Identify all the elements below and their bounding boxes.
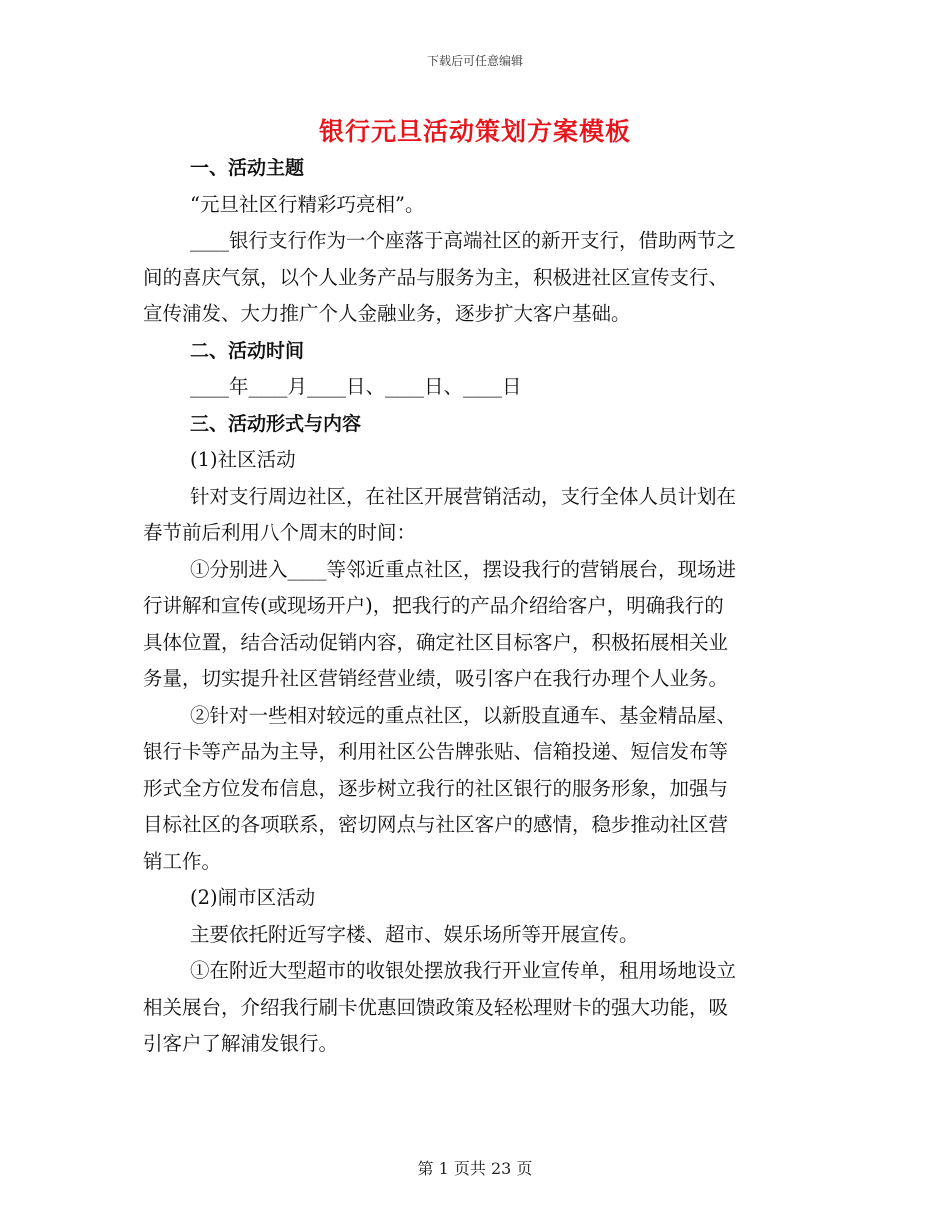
paragraph-line: 目标社区的各项联系，密切网点与社区客户的感情，稳步推动社区营 xyxy=(143,813,729,836)
paragraph-line: 形式全方位发布信息，逐步树立我行的社区银行的服务形象，加强与 xyxy=(143,776,729,800)
paragraph-line: 行讲解和宣传(或现场开户)，把我行的产品介绍给客户，明确我行的 xyxy=(143,594,724,617)
section-heading: 一、活动主题 xyxy=(190,157,305,179)
paragraph-line: 春节前后利用八个周末的时间： xyxy=(143,521,417,544)
page-footer: 第 1 页共 23 页 xyxy=(417,1159,533,1178)
paragraph-line: ②针对一些相对较远的重点社区，以新股直通车、基金精品屋、 xyxy=(190,703,737,727)
paragraph-line: 间的喜庆气氛，以个人业务产品与服务为主，积极进社区宣传支行、 xyxy=(143,265,729,289)
paragraph-line: 主要依托附近写字楼、超市、娱乐场所等开展宣传。 xyxy=(190,922,639,946)
paragraph-line: ____年____月____日、____日、____日 xyxy=(190,375,522,398)
paragraph-line: 销工作。 xyxy=(143,849,222,873)
page-header: 下载后可任意编辑 xyxy=(426,54,523,68)
paragraph-line: 宣传浦发、大力推广个人金融业务，逐步扩大客户基础。 xyxy=(143,302,631,325)
paragraph-line: (1)社区活动 xyxy=(190,448,296,471)
paragraph-line: 具体位置，结合活动促销内容，确定社区目标客户，积极拓展相关业 xyxy=(143,630,729,654)
paragraph-line: 引客户了解浦发银行。 xyxy=(143,1032,339,1055)
paragraph-line: 银行卡等产品为主导，利用社区公告牌张贴、信箱投递、短信发布等 xyxy=(143,740,729,763)
paragraph-line: ①分别进入____等邻近重点社区，摆设我行的营销展台，现场进 xyxy=(190,557,737,581)
paragraph-line: 务量，切实提升社区营销经营业绩，吸引客户在我行办理个人业务。 xyxy=(143,667,729,690)
paragraph-line: “元旦社区行精彩巧亮相”。 xyxy=(190,192,425,216)
paragraph-line: ____银行支行作为一个座落于高端社区的新开支行，借助两节之 xyxy=(190,229,737,252)
paragraph-line: 相关展台，介绍我行刷卡优惠回馈政策及轻松理财卡的强大功能，吸 xyxy=(143,995,729,1019)
document-body xyxy=(143,150,808,1063)
paragraph-line: 针对支行周边社区，在社区开展营销活动，支行全体人员计划在 xyxy=(190,484,737,508)
section-heading: 三、活动形式与内容 xyxy=(190,412,362,435)
document-title: 银行元旦活动策划方案模板 xyxy=(318,117,631,146)
paragraph-line: (2)闹市区活动 xyxy=(190,886,316,909)
section-heading: 二、活动时间 xyxy=(190,339,305,362)
paragraph-line: ①在附近大型超市的收银处摆放我行开业宣传单，租用场地设立 xyxy=(190,959,737,982)
